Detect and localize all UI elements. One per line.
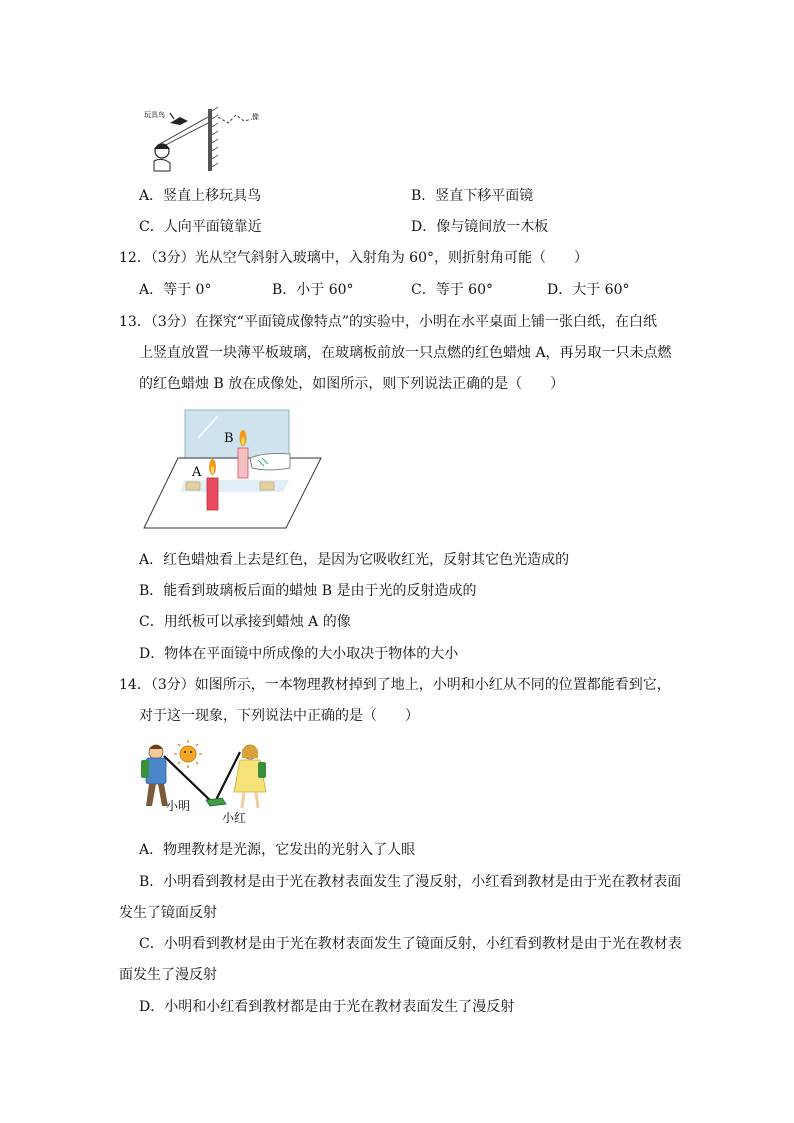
support-block-right	[260, 482, 274, 490]
q13-option-d: D．物体在平面镜中所成像的大小取决于物体的大小	[139, 646, 459, 662]
q13-stem-line-2: 上竖直放置一块薄平板玻璃，在玻璃板前放一只点燃的红色蜡烛 A，再另取一只未点燃	[139, 345, 672, 361]
q12-option-b: B．小于 60°	[272, 282, 354, 298]
q12-option-c: C．等于 60°	[411, 282, 493, 298]
q13-label-a: A	[192, 465, 202, 480]
xiaoming-figure	[141, 745, 168, 806]
q11-option-c: C．人向平面镜靠近	[139, 219, 262, 235]
support-block-left	[186, 482, 200, 490]
q14-option-a: A．物理教材是光源，它发出的光射入了人眼	[139, 842, 416, 858]
q13-stem-line-1: 13．（3分）在探究“平面镜成像特点”的实验中，小明在水平桌面上铺一张白纸，在白纸	[119, 314, 658, 330]
q11-option-a: A．竖直上移玩具鸟	[139, 188, 262, 204]
q14-option-d: D．小明和小红看到教材都是由于光在教材表面发生了漫反射	[139, 999, 515, 1015]
q12-stem: 12．（3分）光从空气斜射入玻璃中，入射角为 60°，则折射角可能（ ）	[119, 250, 588, 266]
q14-label-xiaoming: 小明	[166, 799, 191, 813]
q11-option-d: D．像与镜间放一木板	[411, 219, 549, 235]
q13-figure	[140, 408, 325, 533]
q14-option-c-line-2: 面发生了漫反射	[119, 967, 217, 983]
q12-option-d: D．大于 60°	[547, 282, 630, 298]
q11-toy-label: 玩具鸟	[144, 111, 165, 119]
q14-label-xiaohong: 小红	[222, 811, 247, 825]
q13-option-b: B．能看到玻璃板后面的蜡烛 B 是由于光的反射造成的	[139, 583, 477, 599]
sun-icon	[174, 740, 202, 768]
toy-bird-icon	[170, 113, 188, 125]
q14-option-b-line-1: B．小明看到教材是由于光在教材表面发生了漫反射，小红看到教材是由于光在教材表面	[139, 874, 682, 890]
q12-option-a: A．等于 0°	[139, 282, 212, 298]
q14-option-b-line-2: 发生了镜面反射	[119, 905, 217, 921]
q14-stem-line-1: 14．（3分）如图所示，一本物理教材掉到了地上，小明和小红从不同的位置都能看到它，	[119, 677, 671, 693]
q11-figure	[140, 105, 270, 175]
q14-figure	[138, 738, 278, 830]
q14-stem-line-2: 对于这一现象，下列说法中正确的是（ ）	[139, 708, 419, 724]
q11-image-label: 像	[252, 113, 259, 121]
hand-icon	[250, 454, 290, 471]
q13-option-a: A．红色蜡烛看上去是红色，是因为它吸收红光，反射其它色光造成的	[139, 552, 570, 568]
q11-option-b: B．竖直下移平面镜	[411, 188, 534, 204]
mirror-icon	[208, 107, 218, 171]
q13-stem-line-3: 的红色蜡烛 B 放在成像处，如图所示，则下列说法正确的是（ ）	[139, 376, 565, 392]
q13-option-c: C．用纸板可以承接到蜡烛 A 的像	[139, 614, 351, 630]
person-icon	[154, 144, 170, 171]
q13-label-b: B	[224, 431, 234, 446]
q14-option-c-line-1: C．小明看到教材是由于光在教材表面发生了镜面反射，小红看到教材是由于光在教材表	[139, 936, 682, 952]
white-paper	[144, 458, 321, 528]
